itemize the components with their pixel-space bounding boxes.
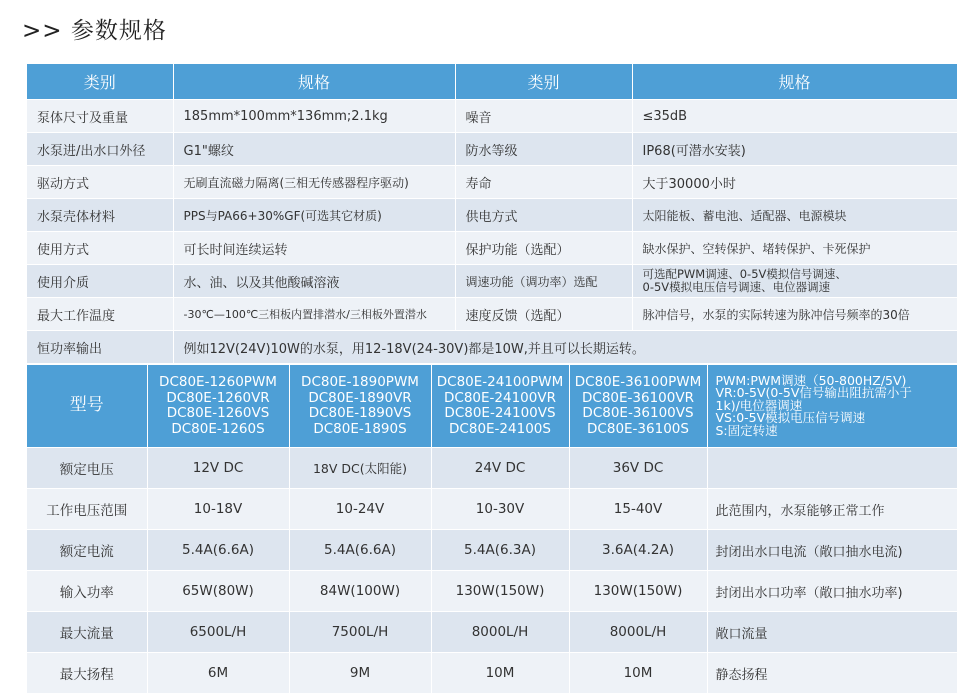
model-note-line: VS:0-5V模拟电压信号调速 (715, 410, 866, 426)
row-value: 10-18V (147, 489, 289, 530)
row-label: 工作电压范围 (27, 489, 147, 530)
spec-label: 驱动方式 (27, 166, 173, 199)
header-spec: 规格 (173, 64, 455, 100)
row-value: 3.6A(4.2A) (569, 530, 707, 571)
spec-value: ≤35dB (632, 100, 957, 133)
model-name: DC80E-1260PWM (159, 374, 277, 390)
spec-value: 水、油、以及其他酸碱溶液 (173, 265, 455, 298)
model-note-line: 1k)/电位器调速 (715, 397, 803, 413)
model-header-row (27, 365, 957, 448)
model-name: DC80E-1260S (171, 420, 265, 437)
spec-row (27, 331, 957, 364)
model-name: DC80E-24100VS (444, 405, 556, 421)
model-name: DC80E-24100PWM (436, 374, 564, 390)
row-label: 输入功率 (27, 571, 147, 612)
spec-value: 可长时间连续运转 (173, 232, 455, 265)
row-value: 10-30V (431, 489, 569, 530)
spec-value: 太阳能板、蓄电池、适配器、电源模块 (632, 199, 957, 232)
model-name: DC80E-1890VS (308, 405, 412, 421)
spec-label: 供电方式 (455, 199, 632, 232)
spec-value: 无刷直流磁力隔离(三相无传感器程序驱动) (173, 166, 455, 199)
model-row (27, 612, 957, 653)
model-name: DC80E-24100VR (444, 389, 556, 406)
row-value: 9M (289, 653, 431, 694)
header-spec: 规格 (632, 64, 957, 100)
spec-row (27, 133, 957, 166)
row-value: 10M (569, 653, 707, 694)
row-value: 15-40V (569, 489, 707, 530)
spec-value: 例如12V(24V)10W的水泵，用12-18V(24-30V)都是10W,并且可以长期运转。 (173, 331, 957, 364)
row-label: 额定电压 (27, 448, 147, 489)
model-cell (289, 365, 431, 448)
spec-label: 调速功能（调功率）选配 (455, 265, 632, 298)
row-note: 静态扬程 (707, 653, 957, 694)
row-value: 84W(100W) (289, 571, 431, 612)
spec-value: -30℃—100℃三相板内置排潜水/三相板外置潜水 (173, 298, 455, 331)
spec-value-line: 0-5V模拟电压信号调速、电位器调速 (642, 280, 831, 294)
model-notes (707, 365, 957, 448)
spec-header-row (27, 64, 957, 100)
spec-value: 脉冲信号，水泵的实际转速为脉冲信号频率的30倍 (632, 298, 957, 331)
model-name: DC80E-36100VR (582, 389, 694, 406)
spec-label: 使用方式 (27, 232, 173, 265)
row-value: 8000L/H (569, 612, 707, 653)
spec-row (27, 232, 957, 265)
spec-label: 使用介质 (27, 265, 173, 298)
row-value: 36V DC (569, 448, 707, 489)
spec-label: 恒功率输出 (27, 331, 173, 364)
row-note: 封闭出水口电流（敞口抽水电流) (707, 530, 957, 571)
model-name: DC80E-24100S (449, 420, 551, 437)
row-value: 6M (147, 653, 289, 694)
spec-value: 大于30000小时 (632, 166, 957, 199)
spec-value: 缺水保护、空转保护、堵转保护、卡死保护 (632, 232, 957, 265)
row-label: 最大流量 (27, 612, 147, 653)
spec-label: 水泵壳体材料 (27, 199, 173, 232)
model-note-line: PWM:PWM调速（50-800HZ/5V) (715, 372, 907, 388)
spec-label: 保护功能（选配） (455, 232, 632, 265)
model-row (27, 448, 957, 489)
row-value: 18V DC(太阳能) (289, 448, 431, 489)
model-name: DC80E-1260VS (166, 405, 270, 421)
spec-label: 防水等级 (455, 133, 632, 166)
row-value: 65W(80W) (147, 571, 289, 612)
model-label: 型号 (27, 365, 147, 448)
model-cell (147, 365, 289, 448)
spec-row (27, 298, 957, 331)
spec-value: PPS与PA66+30%GF(可选其它材质) (173, 199, 455, 232)
row-label: 额定电流 (27, 530, 147, 571)
model-name: DC80E-1890PWM (301, 374, 419, 390)
row-note: 敞口流量 (707, 612, 957, 653)
model-name: DC80E-36100PWM (574, 374, 702, 390)
model-name: DC80E-36100S (587, 420, 689, 437)
model-name: DC80E-1890S (313, 420, 407, 437)
row-note (707, 448, 957, 489)
spec-value: IP68(可潜水安装) (632, 133, 957, 166)
row-value: 130W(150W) (431, 571, 569, 612)
row-label: 最大扬程 (27, 653, 147, 694)
spec-row (27, 199, 957, 232)
spec-label: 泵体尺寸及重量 (27, 100, 173, 133)
spec-value: 185mm*100mm*136mm;2.1kg (173, 100, 455, 133)
spec-value: G1"螺纹 (173, 133, 455, 166)
row-value: 5.4A(6.6A) (289, 530, 431, 571)
spec-row (27, 265, 957, 298)
row-value: 10M (431, 653, 569, 694)
model-name: DC80E-1260VR (166, 389, 270, 406)
page-title: >> 参数规格 (22, 18, 167, 44)
spec-row (27, 166, 957, 199)
model-table (27, 365, 958, 694)
row-note: 封闭出水口功率（敞口抽水功率) (707, 571, 957, 612)
model-cell (431, 365, 569, 448)
spec-label: 水泵进/出水口外径 (27, 133, 173, 166)
row-value: 24V DC (431, 448, 569, 489)
spec-value (632, 265, 957, 298)
model-row (27, 571, 957, 612)
row-value: 10-24V (289, 489, 431, 530)
model-row (27, 489, 957, 530)
row-value: 130W(150W) (569, 571, 707, 612)
row-note: 此范围内，水泵能够正常工作 (707, 489, 957, 530)
spec-label: 噪音 (455, 100, 632, 133)
spec-label: 最大工作温度 (27, 298, 173, 331)
model-note-line: S:固定转速 (715, 422, 778, 438)
spec-label: 速度反馈（选配） (455, 298, 632, 331)
row-value: 7500L/H (289, 612, 431, 653)
spec-row (27, 100, 957, 133)
model-note-line: VR:0-5V(0-5V信号输出阻抗需小于 (715, 385, 912, 401)
model-name: DC80E-1890VR (308, 389, 412, 406)
model-cell (569, 365, 707, 448)
model-name: DC80E-36100VS (582, 405, 694, 421)
row-value: 5.4A(6.6A) (147, 530, 289, 571)
spec-value-line: 可选配PWM调速、0-5V模拟信号调速、 (642, 267, 847, 281)
row-value: 8000L/H (431, 612, 569, 653)
model-row (27, 653, 957, 694)
model-row (27, 530, 957, 571)
header-category: 类别 (455, 64, 632, 100)
row-value: 5.4A(6.3A) (431, 530, 569, 571)
row-value: 6500L/H (147, 612, 289, 653)
row-value: 12V DC (147, 448, 289, 489)
spec-label: 寿命 (455, 166, 632, 199)
header-category: 类别 (27, 64, 173, 100)
spec-table (27, 64, 958, 364)
